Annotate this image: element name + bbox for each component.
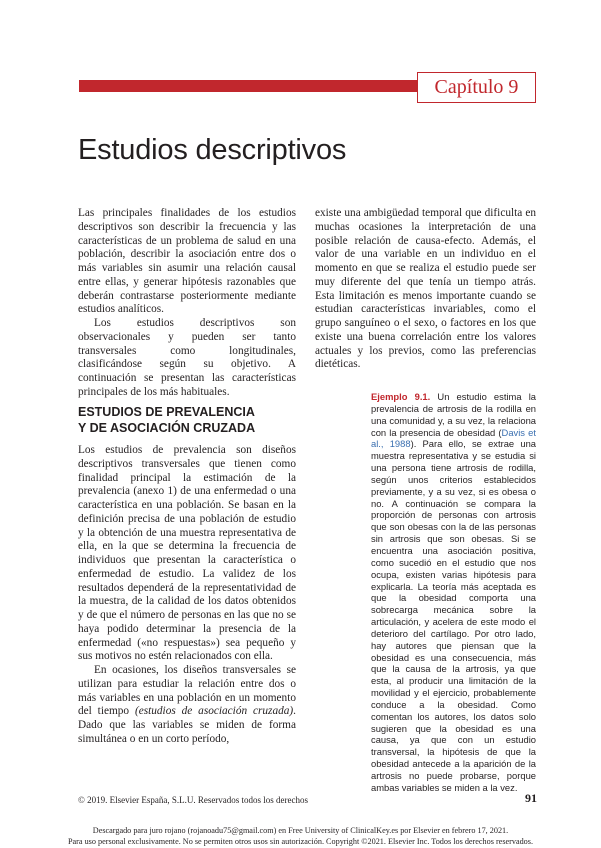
- section-paragraph-2-end: . Dado que las variables se miden de forma simultánea o en un corto período,: [78, 705, 296, 745]
- section-paragraph-2-start: En ocasiones, los diseños transversales se utilizan para estudiar la relación entre dos o más variables en una población en un momento del tiempo: [78, 664, 296, 718]
- chapter-label-text: Capítulo 9: [434, 76, 519, 98]
- chapter-label: [417, 72, 536, 103]
- example-citation-link[interactable]: Davis et al., 1988: [371, 426, 536, 450]
- intro-paragraph-2: Los estudios descriptivos son observacionales y pueden ser tanto transversales como longitudinales, clasificándose según su objetivo. A continuación se presentan las características principales de los más habituales.: [78, 317, 296, 398]
- example-text-after: ). Para ello, se extrae una muestra representativa y se estudia si una persona tiene artrosis de rodilla, según unos criterios establecidos previamente, y a su vez, si es obesa o no. A continuación se compara la proporción de personas con artrosis que son obesas con la de las personas sin artrosis que son obesas. Si se encuentra una asociación positiva, como sucedió en el estudio que nos ocupa, existen varias hipótesis para explicarla. La teoría más aceptada es que la obesidad comporta una sobrecarga mecánica sobre la articulación, y acelera de este modo el deterioro del cartílago. Por otro lado, hay autores que piensan que la obesidad es una consecuencia, más que la causa de la artrosis, ya que esta, al producir una limitación de la movilidad y el ejercicio, probablemente conduce a la obesidad. Como comentan los autores, los datos solo sugieren que la obesidad es una causa, ya que con un estudio transversal, la hipótesis de que la obesidad antecede a la aparición de la artrosis no puede probarse, porque ambas variables se miden a la vez.: [371, 438, 537, 793]
- section-body: [78, 444, 296, 747]
- download-notice-line-1: Descargado para juro rojano (rojanoadu75@gmail.com) en Free University of ClinicalKey.es por Elsevier en febrero 17, 2021.: [92, 826, 509, 835]
- section-heading: [78, 405, 298, 436]
- example-text-before: Un estudio estima la prevalencia de artrosis de la rodilla en una comunidad y, a su vez, la relaciona con la presencia de obesidad (: [371, 391, 536, 438]
- section-paragraph-2-italic: (estudios de asociación cruzada): [134, 705, 294, 718]
- intro-paragraph-1: Las principales finalidades de los estudios descriptivos son describir la frecuencia y las características de un problema de salud en una población, describir la asociación entre dos o más variables sin asumir una relación causal entre ellas, y generar hipótesis razonables que deberán contrastarse posteriormente mediante estudios analíticos.: [78, 207, 296, 316]
- section-paragraph-2: [78, 664, 296, 747]
- right-column: [315, 207, 536, 372]
- right-column-paragraph: existe una ambigüedad temporal que dificulta en muchas ocasiones la interpretación de una posible relación de causa-efecto. Además, el valor de una variable en un individuo en el momento en que se realiza el estudio puede ser muy diferente del que tenía un tiempo atrás. Esta limitación es menos importante cuando se estudian características invariables, como el grupo sanguíneo o el sexo, o factores en los que existe una buena correlación entre los valores actuales y los previos, como las preferencias dietéticas.: [315, 207, 536, 371]
- page-number: 91: [525, 791, 537, 805]
- section-paragraph-1: Los estudios de prevalencia son diseños descriptivos transversales que tienen como finalidad principal la estimación de la prevalencia (anexo 1) de una enfermedad o una característica en una población. Se basan en la definición precisa de una población de estudio y la obtención de una muestra representativa de ella, en la que se determina la frecuencia de individuos que presentan la característica o enfermedad de estudio. La validez de los resultados dependerá de la representatividad de la muestra, de la calidad de los datos obtenidos y de que el número de personas en las que no se haya podido determinar la presencia de la enfermedad («no respuestas») sea pequeño y sus motivos no estén relacionados con ella.: [78, 444, 296, 663]
- download-notice-line-2: Para uso personal exclusivamente. No se permiten otros usos sin autorización. Copyright ©2021. Elsevier Inc. Todos los derechos reservados.: [67, 837, 534, 846]
- section-heading-line-2: Y DE ASOCIACIÓN CRUZADA: [78, 420, 256, 435]
- copyright-notice: © 2019. Elsevier España, S.L.U. Reservados todos los derechos: [78, 795, 309, 805]
- example-label: Ejemplo 9.1.: [371, 391, 431, 402]
- chapter-rule: [79, 80, 417, 92]
- intro-column: [78, 207, 296, 400]
- example-box: [371, 391, 536, 794]
- section-heading-line-1: ESTUDIOS DE PREVALENCIA: [78, 405, 255, 419]
- page-title: Estudios descriptivos: [78, 134, 347, 166]
